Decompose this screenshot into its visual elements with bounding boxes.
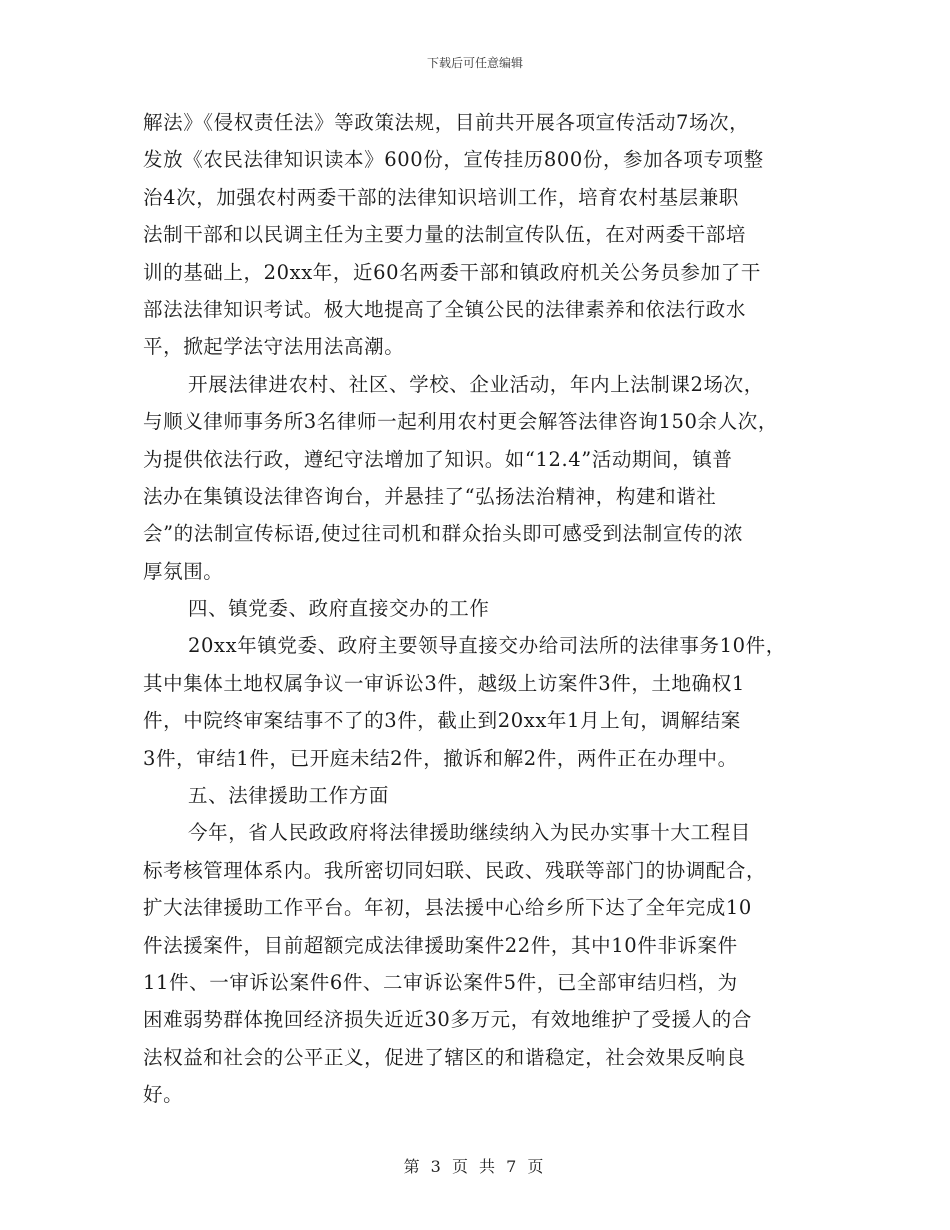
text-line: 厚氛围。 (143, 559, 224, 583)
text-line: 件，中院终审案结事不了的3件，截止到20xx年1月上旬，调解结案 (143, 709, 741, 733)
text-line: 训的基础上，20xx年，近60名两委干部和镇政府机关公务员参加了干 (143, 260, 761, 284)
text-line: 11件、一审诉讼案件6件、二审诉讼案件5件，已全部审结归档，为 (143, 970, 738, 994)
text-line: 部法法律知识考试。极大地提高了全镇公民的法律素养和依法行政水 (143, 297, 747, 321)
text-line: 件法援案件，目前超额完成法律援助案件22件，其中10件非诉案件 (143, 933, 738, 957)
page-number: 第 3 页 共 7 页 (403, 1157, 547, 1176)
text-line: 扩大法律援助工作平台。年初，县法援中心给乡所下达了全年完成10 (143, 896, 752, 920)
text-line: 其中集体土地权属争议一审诉讼3件，越级上访案件3件，土地确权1 (143, 671, 745, 695)
text-line: 五、法律援助工作方面 (188, 784, 390, 808)
text-line: 发放《农民法律知识读本》600份，宣传挂历800份，参加各项专项整 (143, 148, 764, 172)
text-line: 开展法律进农村、社区、学校、企业活动，年内上法制课2场次， (188, 372, 764, 396)
document-body (143, 104, 843, 1114)
text-line: 标考核管理体系内。我所密切同妇联、民政、残联等部门的协调配合， (143, 858, 767, 882)
text-line: 为提供依法行政，遵纪守法增加了知识。如“12.4”活动期间，镇普 (143, 447, 733, 471)
text-line: 解法》《侵权责任法》等政策法规，目前共开展各项宣传活动7场次， (143, 111, 750, 134)
text-line: 困难弱势群体挽回经济损失近近30多万元，有效地维护了受援人的合 (143, 1008, 752, 1032)
text-line: 治4次，加强农村两委干部的法律知识培训工作，培育农村基层兼职 (143, 185, 739, 209)
page-header: 下载后可任意编辑 (426, 56, 523, 70)
text-line: 3件，审结1件，已开庭未结2件，撤诉和解2件，两件正在办理中。 (143, 746, 738, 770)
text-line: 四、镇党委、政府直接交办的工作 (188, 597, 490, 621)
text-line: 法办在集镇设法律咨询台，并悬挂了“弘扬法治精神，构建和谐社 (143, 484, 717, 508)
text-line: 好。 (143, 1083, 184, 1107)
text-line: 与顺义律师事务所3名律师一起利用农村更会解答法律咨询150余人次， (143, 410, 778, 434)
text-line: 今年，省人民政政府将法律援助继续纳入为民办实事十大工程目 (188, 821, 751, 845)
text-line: 会”的法制宣传标语,使过往司机和群众抬头即可感受到法制宣传的浓 (143, 522, 744, 546)
text-line: 平，掀起学法守法用法高潮。 (143, 335, 405, 359)
text-line: 法权益和社会的公平正义，促进了辖区的和谐稳定，社会效果反响良 (143, 1045, 747, 1069)
text-line: 法制干部和以民调主任为主要力量的法制宣传队伍，在对两委干部培 (143, 223, 747, 247)
text-line: 20xx年镇党委、政府主要领导直接交办给司法所的法律事务10件， (188, 634, 786, 658)
